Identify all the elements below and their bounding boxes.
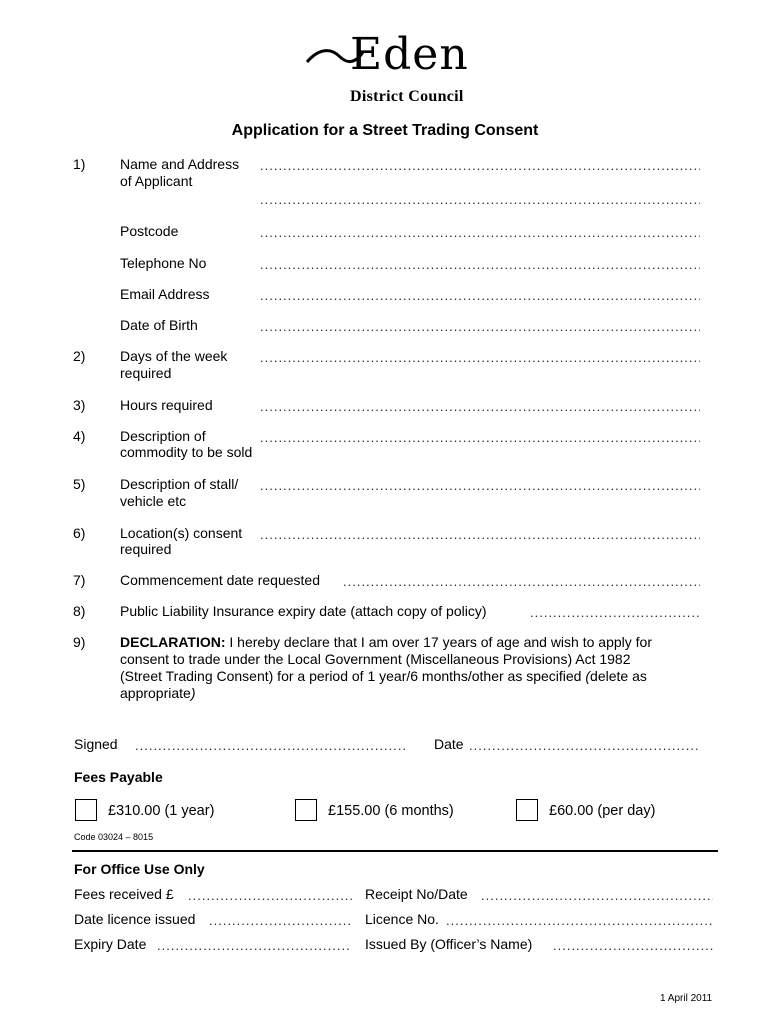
telephone-line[interactable] bbox=[260, 257, 700, 273]
item-number: 2) bbox=[73, 348, 86, 364]
field-label: Telephone No bbox=[120, 255, 207, 271]
postcode-line[interactable] bbox=[260, 225, 700, 241]
declaration-heading: DECLARATION: bbox=[120, 634, 226, 650]
date-issued-line[interactable] bbox=[209, 913, 352, 929]
fee-code: Code 03024 – 8015 bbox=[74, 832, 154, 842]
office-use-heading: For Office Use Only bbox=[74, 861, 205, 877]
fee-option-label: £155.00 (6 months) bbox=[328, 803, 454, 819]
signed-label: Signed bbox=[74, 736, 118, 752]
section-divider bbox=[72, 850, 718, 852]
field-label-continued: required bbox=[120, 365, 172, 381]
item-number: 8) bbox=[73, 603, 86, 619]
field-label-continued: vehicle etc bbox=[120, 493, 187, 509]
licence-no-label: Licence No. bbox=[365, 911, 439, 927]
fees-heading: Fees Payable bbox=[74, 769, 163, 785]
expiry-date-line[interactable] bbox=[157, 938, 352, 954]
date-issued-label: Date licence issued bbox=[74, 911, 196, 927]
fees-received-line[interactable] bbox=[188, 888, 352, 904]
email-line[interactable] bbox=[260, 288, 700, 304]
fee-6months-checkbox[interactable] bbox=[295, 799, 317, 821]
location-line[interactable] bbox=[260, 527, 700, 543]
field-label: Hours required bbox=[120, 397, 213, 413]
field-label: Email Address bbox=[120, 286, 210, 302]
field-label: Location(s) consent bbox=[120, 525, 243, 541]
item-number: 5) bbox=[73, 476, 86, 492]
field-label-continued: commodity to be sold bbox=[120, 444, 253, 460]
footer-date: 1 April 2011 bbox=[660, 993, 713, 1004]
fees-received-label: Fees received £ bbox=[74, 886, 174, 902]
logo-subtitle: District Council bbox=[350, 88, 464, 105]
issued-by-line[interactable] bbox=[553, 938, 713, 954]
field-label-continued: of Applicant bbox=[120, 173, 193, 189]
fee-option-label: £310.00 (1 year) bbox=[108, 803, 215, 819]
issued-by-label: Issued By (Officer’s Name) bbox=[365, 936, 533, 952]
fee-option-label: £60.00 (per day) bbox=[549, 803, 656, 819]
field-label: Description of stall/ bbox=[120, 476, 239, 492]
receipt-line[interactable] bbox=[481, 888, 713, 904]
name-address-line-2[interactable] bbox=[260, 192, 700, 208]
fee-perday-checkbox[interactable] bbox=[516, 799, 538, 821]
field-label: Date of Birth bbox=[120, 317, 198, 333]
field-label-continued: required bbox=[120, 541, 172, 557]
commodity-line[interactable] bbox=[260, 430, 700, 446]
form-title: Application for a Street Trading Consent bbox=[231, 122, 539, 139]
days-line[interactable] bbox=[260, 350, 700, 366]
name-address-line-1[interactable] bbox=[260, 158, 700, 174]
insurance-expiry-line[interactable] bbox=[530, 605, 700, 621]
receipt-label: Receipt No/Date bbox=[365, 886, 468, 902]
signature-date-line[interactable] bbox=[469, 738, 700, 754]
item-number: 7) bbox=[73, 572, 86, 588]
field-label: Name and Address bbox=[120, 156, 240, 172]
signature-line[interactable] bbox=[135, 738, 407, 754]
fee-1year-checkbox[interactable] bbox=[75, 799, 97, 821]
field-label: Commencement date requested bbox=[120, 572, 320, 588]
item-number: 1) bbox=[73, 156, 86, 172]
field-label: Public Liability Insurance expiry date (attach copy of policy) bbox=[120, 603, 487, 619]
logo-wordmark: Eden bbox=[350, 29, 469, 80]
hours-line[interactable] bbox=[260, 399, 700, 415]
item-number: 4) bbox=[73, 428, 86, 444]
declaration-text: DECLARATION: I hereby declare that I am over 17 years of age and wish to apply for consent to trade under the Local Government (Miscellaneous Provisions) Act 1982 (Street Trading Consent) for a period of 1 year/6 months/other as specified (delete as appropriate) bbox=[120, 634, 652, 701]
stall-line[interactable] bbox=[260, 478, 700, 494]
item-number: 3) bbox=[73, 397, 86, 413]
dob-line[interactable] bbox=[260, 319, 700, 335]
field-label: Days of the week bbox=[120, 348, 228, 364]
field-label: Description of bbox=[120, 428, 206, 444]
licence-no-line[interactable] bbox=[446, 913, 713, 929]
item-number: 6) bbox=[73, 525, 86, 541]
expiry-date-label: Expiry Date bbox=[74, 936, 147, 952]
field-label: Postcode bbox=[120, 223, 179, 239]
date-label: Date bbox=[434, 736, 464, 752]
commencement-line[interactable] bbox=[343, 574, 700, 590]
item-number: 9) bbox=[73, 634, 86, 650]
